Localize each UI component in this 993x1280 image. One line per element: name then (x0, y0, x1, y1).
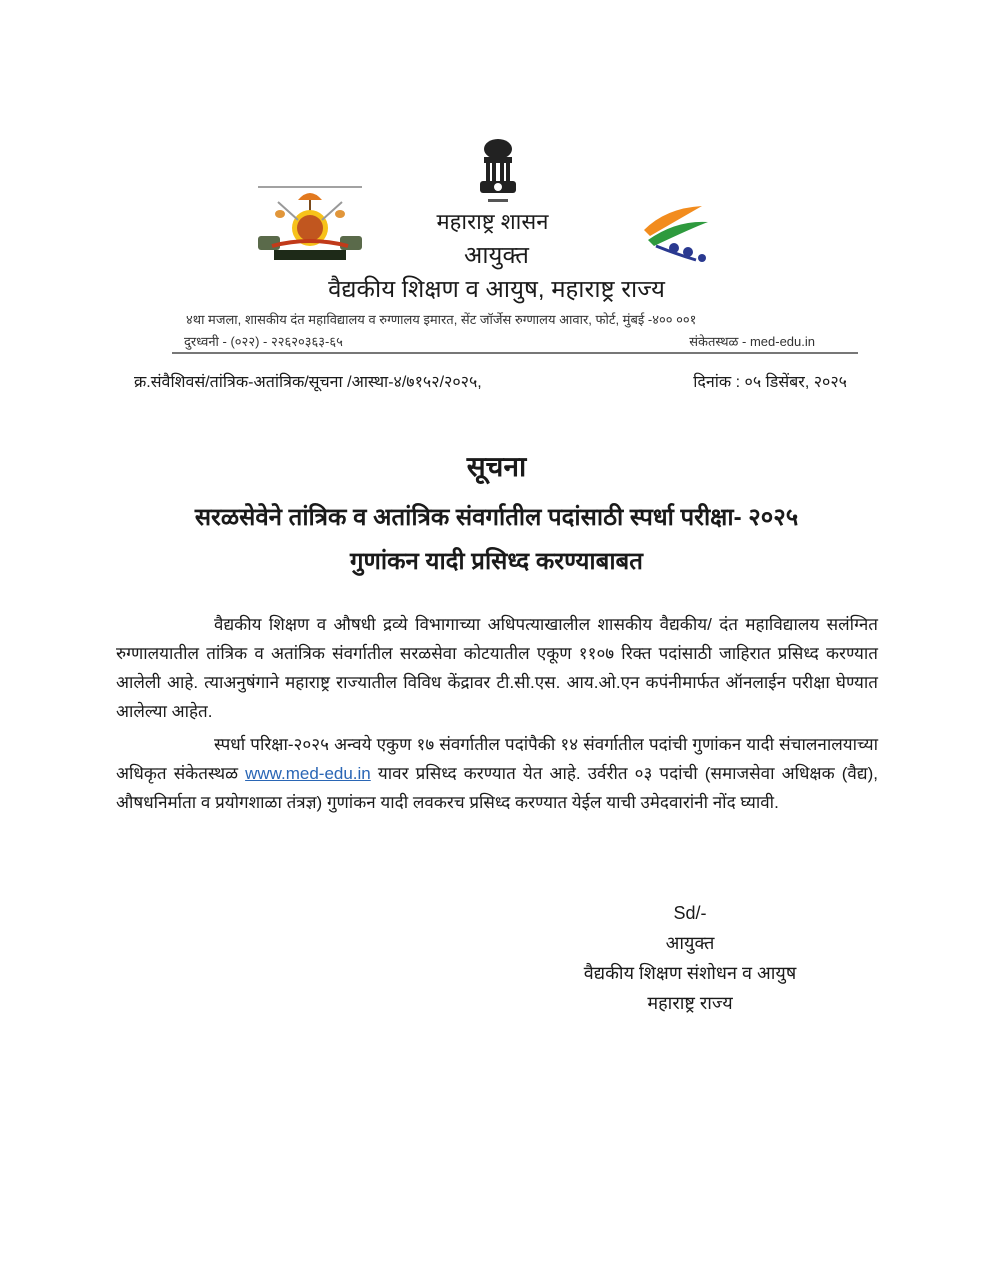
paragraph-2 (116, 730, 878, 817)
national-emblem-icon (470, 135, 526, 207)
office-address: ४था मजला, शासकीय दंत महाविद्यालय व रुग्णालय इमारत, सेंट जॉर्जेस रुग्णालय आवार, फोर्ट, मुंबई -४०० ००१ (186, 312, 697, 327)
signatory-state: महाराष्ट्र राज्य (647, 993, 733, 1013)
document-date: दिनांक : ०५ डिसेंबर, २०२५ (693, 374, 847, 391)
office-title: आयुक्त (464, 242, 529, 269)
signatory-designation: आयुक्त (665, 933, 715, 953)
paragraph-2-text-b: यावर प्रसिध्द करण्यात येत आहे. उर्वरीत ०३ पदांची (समाजसेवा अधिक्षक (वैद्य), औषधनिर्माता व प्रयोगशाळा तंत्रज्ञ) गुणांकन यादी लवकरच प्रसिध्द करण्यात येईल याची उमेदवारांनी नोंद घ्यावी. (116, 764, 878, 812)
department-name: वैद्यकीय शिक्षण व आयुष, महाराष्ट्र राज्य (328, 276, 665, 303)
website-link[interactable]: www.med-edu.in (245, 764, 371, 783)
paragraph-2-text-a: स्पर्धा परिक्षा-२०२५ अन्वये एकुण १७ संवर्गातील पदांपैकी १४ संवर्गातील पदांची गुणांकन यादी संचालनालयाच्या अधिकृत संकेतस्थळ (116, 735, 878, 783)
signatory-department: वैद्यकीय शिक्षण संशोधन व आयुष (583, 963, 797, 983)
subject-line-2: गुणांकन यादी प्रसिध्द करण्याबाबत (350, 548, 643, 575)
government-name: महाराष्ट्र शासन (436, 209, 549, 234)
office-website: संकेतस्थळ - med-edu.in (689, 334, 815, 349)
signature-block (540, 898, 840, 1018)
subject-line-1: सरळसेवेने तांत्रिक व अतांत्रिक संवर्गातील पदांसाठी स्पर्धा परीक्षा- २०२५ (194, 504, 799, 531)
reference-number: क्र.संवैशिवसं/तांत्रिक-अतांत्रिक/सूचना /आस्था-४/७१५२/२०२५, (134, 374, 482, 391)
office-phone: दुरध्वनी - (०२२) - २२६२०३६३-६५ (184, 334, 343, 349)
paragraph-1: वैद्यकीय शिक्षण व औषधी द्रव्ये विभागाच्या अधिपत्याखालील शासकीय वैद्यकीय/ दंत महाविद्यालय सलंग्नित रुग्णालयातील तांत्रिक व अतांत्रिक संवर्गातील सरळसेवा कोटयातील एकूण ११०७ रिक्त पदांसाठी जाहिरात प्रसिध्द करण्यात आलेली आहे. त्याअनुषंगाने महाराष्ट्र राज्यातील विविध केंद्रावर टी.सी.एस. आय.ओ.एन कपंनीमार्फत ऑनलाईन परीक्षा घेण्यात आलेल्या आहेत. (116, 615, 878, 721)
header-divider (172, 352, 858, 354)
signed-mark: Sd/- (673, 903, 707, 923)
notice-heading: सूचना (466, 451, 527, 482)
